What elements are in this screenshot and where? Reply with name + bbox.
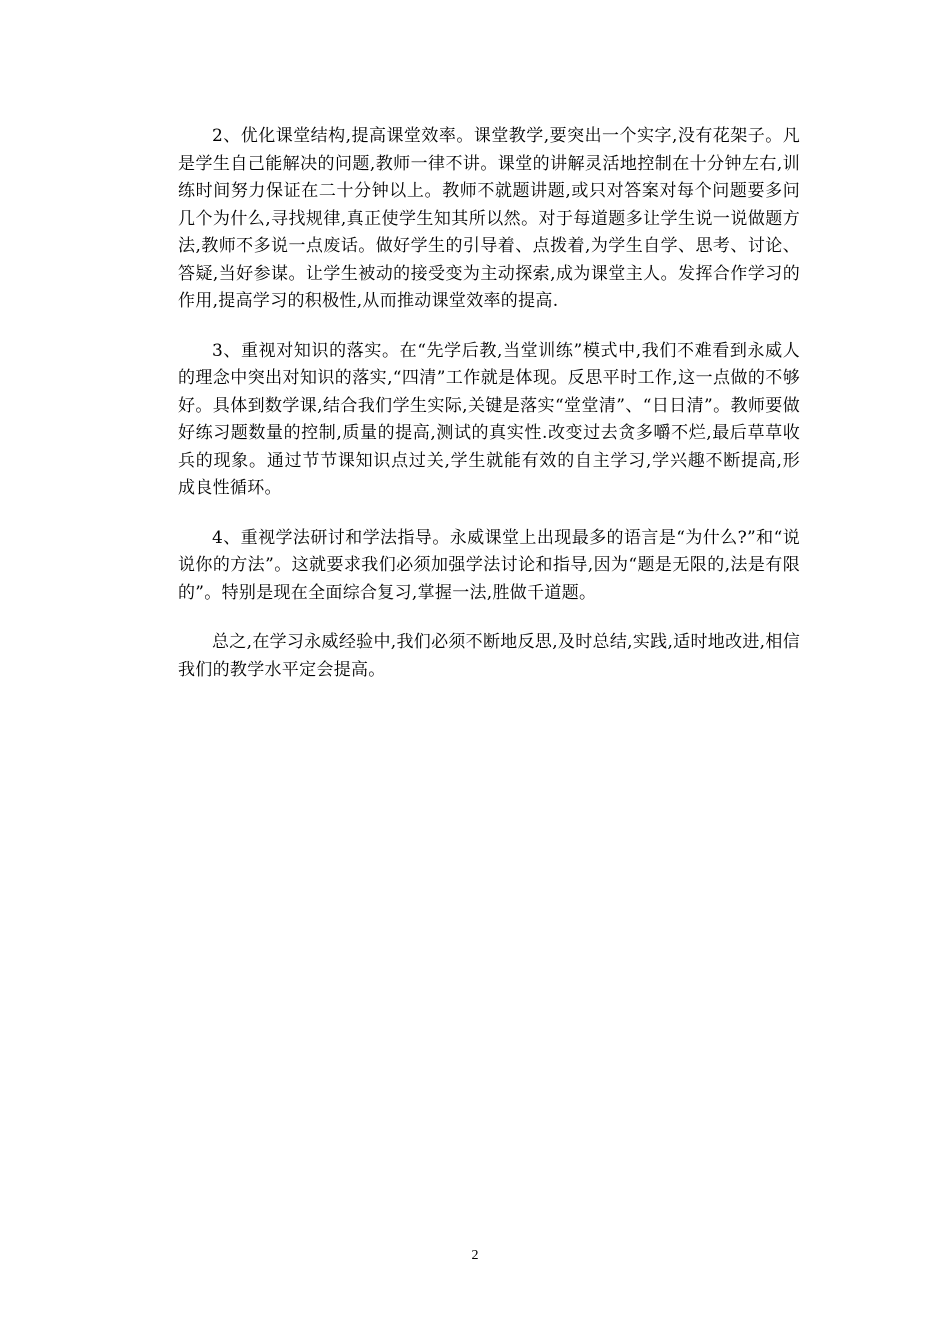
paragraph-knowledge-implementation: 3、重视对知识的落实。在“先学后教,当堂训练”模式中,我们不难看到永威人的理念中突出对知识的落实,“四清”工作就是体现。反思平时工作,这一点做的不够好。具体到数学课,结合我们学生实际,关键是落实“堂堂清”、“日日清”。教师要做好练习题数量的控制,质量的提高,测试的真实性.改变过去贪多嚼不烂,最后草草收兵的现象。通过节节课知识点过关,学生就能有效的自主学习,学兴趣不断提高,形成良性循环。: [178, 340, 800, 498]
page-number: 2: [471, 1248, 479, 1263]
paragraph-conclusion: 总之,在学习永威经验中,我们必须不断地反思,及时总结,实践,适时地改进,相信我们的教学水平定会提高。: [178, 632, 800, 680]
paragraph-optimize-classroom: 2、优化课堂结构,提高课堂效率。课堂教学,要突出一个实字,没有花架子。凡是学生自己能解决的问题,教师一律不讲。课堂的讲解灵活地控制在十分钟左右,训练时间努力保证在二十分钟以上。教师不就题讲题,或只对答案对每个问题要多问几个为什么,寻找规律,真正使学生知其所以然。对于每道题多让学生说一说做题方法,教师不多说一点废话。做好学生的引导着、点拨着,为学生自学、思考、讨论、答疑,当好参谋。让学生被动的接受变为主动探索,成为课堂主人。发挥合作学习的作用,提高学习的积极性,从而推动课堂效率的提高.: [178, 126, 800, 311]
paragraph-study-methods: 4、重视学法研讨和学法指导。永威课堂上出现最多的语言是“为什么?”和“说说你的方法”。这就要求我们必须加强学法讨论和指导,因为“题是无限的,法是有限的”。特别是现在全面综合复习,掌握一法,胜做千道题。: [178, 527, 800, 603]
document-body: [178, 123, 800, 706]
